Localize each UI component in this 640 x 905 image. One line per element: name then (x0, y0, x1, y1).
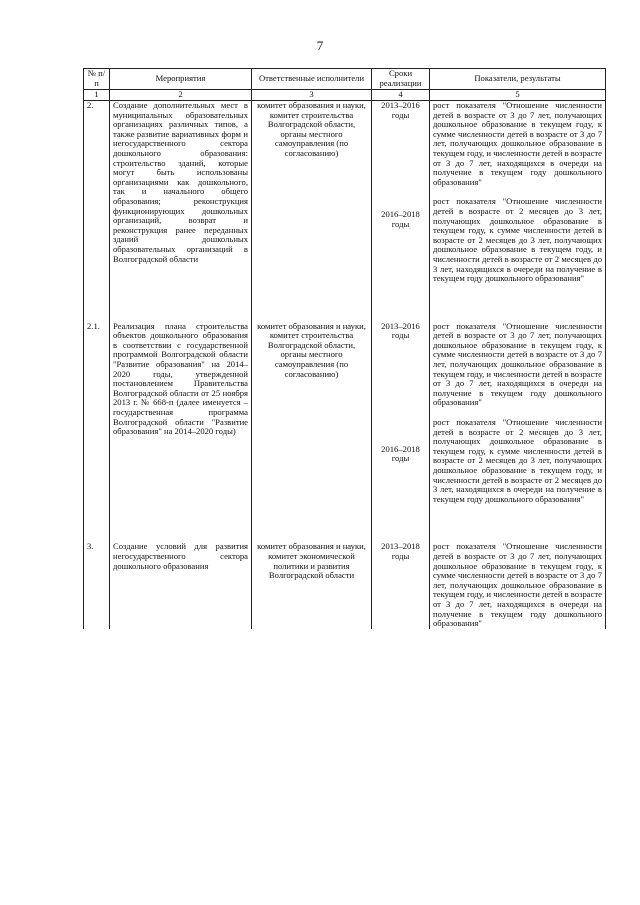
header-row (84, 69, 606, 90)
header-measures: Мероприятия (110, 69, 252, 90)
column-number: 1 (84, 90, 110, 101)
column-number: 2 (110, 90, 252, 101)
executors-text: комитет образования и науки, комитет строительства Волгоградской области, органы местного самоуправления (по согласованию) (252, 101, 372, 284)
term-text: 2013–2018 годы (372, 542, 430, 628)
executors-text: комитет образования и науки, комитет экономической политики и развития Волгоградской области (252, 542, 372, 628)
header-executors: Ответственные исполнители (252, 69, 372, 90)
measures-table (83, 68, 606, 629)
spacer-row (84, 504, 606, 542)
measure-text: Создание условий для развития негосударственного сектора дошкольного образования (110, 542, 252, 628)
result-text: рост показателя "Отношение численности детей в возрасте от 2 месяцев до 3 лет, получающих дошкольное образование в текущем году, к сумме численности детей в возрасте от 2 месяцев до 3 лет, получающих дошкольное образование в текущем году, и численности детей в возрасте от 2 месяцев до 3 лет, находящихся в очереди на получение в текущем году дошкольного образования" (433, 417, 602, 504)
row-number: 2. (84, 101, 110, 284)
term-cell (372, 101, 430, 284)
header-results: Показатели, результаты (430, 69, 606, 90)
result-text: рост показателя "Отношение численности детей в возрасте от 3 до 7 лет, получающих дошкольное образование в текущем году, к сумме численности детей в возрасте от 3 до 7 лет, получающих дошкольное образование в текущем году, и численности детей в возрасте от 3 до 7 лет, находящихся в очереди на получение в текущем году дошкольного образования" (430, 542, 606, 628)
result-cell (430, 322, 606, 505)
spacer-row (84, 284, 606, 322)
row-number: 2.1. (84, 322, 110, 505)
executors-text: комитет образования и науки, комитет строительства Волгоградской области, органы местного самоуправления (по согласованию) (252, 322, 372, 505)
result-text: рост показателя "Отношение численности детей в возрасте от 3 до 7 лет, получающих дошкольное образование в текущем году, к сумме численности детей в возрасте от 3 до 7 лет, получающих дошкольное образование в текущем году, и численности детей в возрасте от 3 до 7 лет, находящихся в очереди на получение в текущем году дошкольного образования" (433, 100, 602, 187)
column-number-row (84, 90, 606, 101)
result-text: рост показателя "Отношение численности детей в возрасте от 3 до 7 лет, получающих дошкольное образование в текущем году, к сумме численности детей в возрасте от 3 до 7 лет, получающих дошкольное образование в текущем году, и численности детей в возрасте от 3 до 7 лет, находящихся в очереди на получение в текущем году дошкольного образования" (433, 320, 602, 408)
term-text: 2013–2016 годы (381, 100, 420, 120)
row-number: 3. (84, 542, 110, 628)
table-row (84, 101, 606, 284)
column-number: 5 (430, 90, 606, 101)
result-cell (430, 101, 606, 284)
table-row (84, 542, 606, 628)
term-text: 2016–2018 годы (381, 209, 420, 229)
column-number: 3 (252, 90, 372, 101)
term-cell (372, 322, 430, 505)
result-text: рост показателя "Отношение численности детей в возрасте от 2 месяцев до 3 лет, получающих дошкольное образование в текущем году, к сумме численности детей в возрасте от 2 месяцев до 3 лет, получающих дошкольное образование в текущем году, и численности детей в возрасте от 2 месяцев до 3 лет, находящихся в очереди на получение в текущем году дошкольного образования" (433, 196, 602, 284)
measure-text: Создание дополнительных мест в муниципальных образовательных организациях различных типов, а также развитие вариативных форм и негосударственного сектора дошкольного образования: строительство зданий, которые могут быть использованы организациями как дошкольного, так и начального общего образования; реконструкция функционирующих дошкольных организаций, возврат и реконструкция ранее переданных зданий дошкольных образовательных организаций в Волгоградской области (110, 101, 252, 284)
column-number: 4 (372, 90, 430, 101)
term-text: 2016–2018 годы (381, 443, 420, 464)
header-terms: Сроки реализации (372, 69, 430, 90)
header-number: № п/п (84, 69, 110, 90)
measure-text: Реализация плана строительства объектов дошкольного образования в соответствии с государственной программой Волгоградской области "Развитие образования" на 2014–2020 годы, утвержденной постановлением Правительства Волгоградской области от 25 ноября 2013 г. № 668-п (далее именуется – государственная программа Волгоградской области "Развитие образования" на 2014–2020 годы) (110, 322, 252, 505)
term-text: 2013–2016 годы (381, 320, 420, 341)
page-number: 7 (316, 38, 324, 53)
table-row (84, 322, 606, 505)
